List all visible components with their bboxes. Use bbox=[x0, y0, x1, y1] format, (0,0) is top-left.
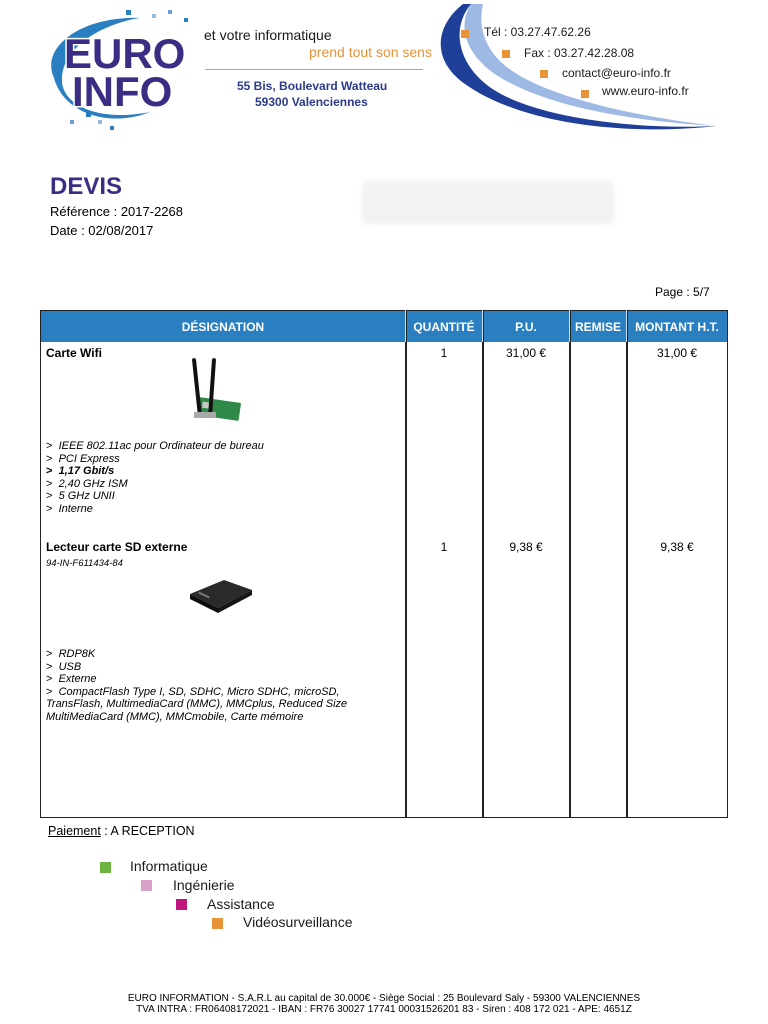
col-remise: REMISE bbox=[574, 320, 621, 334]
contact-website[interactable]: www.euro-info.fr bbox=[602, 84, 689, 98]
page-number: Page : 5/7 bbox=[655, 285, 710, 299]
wifi-card-icon bbox=[186, 356, 254, 426]
col-divider bbox=[482, 310, 484, 818]
row-unit-price: 31,00 € bbox=[505, 346, 547, 360]
feature-item: > CompactFlash Type I, SD, SDHC, Micro SDHC, microSD, bbox=[46, 685, 340, 698]
fax-bullet-icon bbox=[502, 50, 510, 58]
row-total: 9,38 € bbox=[660, 540, 694, 554]
col-designation: DÉSIGNATION bbox=[181, 320, 265, 334]
footer-legal-line-1: EURO INFORMATION - S.A.R.L au capital de 30.000€ - Siège Social : 25 Boulevard Saly - 59300 VALENCIENNES bbox=[127, 993, 641, 1004]
contact-email[interactable]: contact@euro-info.fr bbox=[562, 66, 671, 80]
feature-item: > Externe bbox=[46, 673, 97, 685]
address-line-1: 55 Bis, Boulevard Watteau bbox=[237, 79, 388, 93]
footer-legal-line-2: TVA INTRA : FR06408172021 - IBAN : FR76 30027 17741 00031526201 83 - Siren : 408 172 021 - APE: 4651Z bbox=[136, 1004, 632, 1015]
feature-item: TransFlash, MultimediaCard (MMC), MMCplus, Reduced Size bbox=[46, 698, 348, 710]
row-total: 31,00 € bbox=[656, 346, 698, 360]
logo-line2: INFO bbox=[72, 68, 173, 115]
tagline-rule bbox=[205, 69, 423, 70]
address-line-2: 59300 Valenciennes bbox=[255, 95, 368, 109]
document-date: Date : 02/08/2017 bbox=[50, 223, 154, 238]
col-divider bbox=[405, 310, 407, 818]
header-divider bbox=[569, 310, 570, 342]
category-ingenierie: Ingénierie bbox=[173, 877, 235, 893]
email-bullet-icon bbox=[540, 70, 548, 78]
quote-table bbox=[40, 310, 728, 818]
col-divider bbox=[569, 310, 571, 818]
product-reference: 94-IN-F611434-84 bbox=[46, 558, 123, 569]
row-quantity: 1 bbox=[440, 540, 448, 554]
category-ingenierie-icon bbox=[141, 880, 152, 891]
document-title: DEVIS bbox=[50, 173, 123, 200]
payment-value: : A RECEPTION bbox=[100, 824, 195, 838]
feature-item: > IEEE 802.11ac pour Ordinateur de bureau bbox=[46, 440, 264, 452]
row-unit-price: 9,38 € bbox=[509, 540, 543, 554]
col-divider bbox=[626, 310, 628, 818]
header-divider bbox=[626, 310, 627, 342]
product-features bbox=[46, 648, 347, 723]
payment-label: Paiement bbox=[48, 824, 101, 838]
payment-terms bbox=[48, 824, 195, 838]
product-features bbox=[46, 440, 264, 515]
row-quantity: 1 bbox=[440, 346, 448, 360]
col-montant: MONTANT H.T. bbox=[635, 320, 719, 334]
document-reference: Référence : 2017-2268 bbox=[50, 204, 183, 219]
col-pu: P.U. bbox=[515, 320, 537, 334]
card-reader-icon bbox=[184, 576, 256, 616]
feature-item: > RDP8K bbox=[46, 648, 96, 660]
header-divider bbox=[405, 310, 406, 342]
category-informatique-icon bbox=[100, 862, 111, 873]
euro-info-logo bbox=[40, 8, 200, 134]
feature-item: > 5 GHz UNII bbox=[46, 490, 115, 502]
product-name: Lecteur carte SD externe bbox=[46, 540, 188, 554]
feature-item: > Interne bbox=[46, 502, 93, 515]
tagline-2: prend tout son sens bbox=[309, 44, 432, 60]
category-assistance: Assistance bbox=[207, 896, 275, 912]
category-videosurveillance-icon bbox=[212, 918, 223, 929]
category-assistance-icon bbox=[176, 899, 187, 910]
header-divider bbox=[482, 310, 483, 342]
product-name: Carte Wifi bbox=[46, 346, 102, 360]
feature-item: > 1,17 Gbit/s bbox=[46, 465, 115, 477]
tagline-1: et votre informatique bbox=[204, 27, 332, 43]
feature-item: > PCI Express bbox=[46, 452, 120, 465]
website-bullet-icon bbox=[581, 90, 589, 98]
logo-line1: EURO bbox=[64, 30, 186, 77]
category-videosurveillance: Vidéosurveillance bbox=[243, 914, 353, 930]
feature-item: MultiMediaCard (MMC), MMCmobile, Carte mémoire bbox=[46, 710, 304, 723]
phone-bullet-icon bbox=[461, 30, 469, 38]
feature-item: > USB bbox=[46, 660, 82, 673]
redacted-recipient bbox=[362, 181, 614, 225]
contact-phone: Tél : 03.27.47.62.26 bbox=[484, 25, 591, 39]
feature-item: > 2,40 GHz ISM bbox=[46, 477, 128, 490]
col-quantite: QUANTITÉ bbox=[413, 320, 475, 334]
category-informatique: Informatique bbox=[130, 858, 208, 874]
contact-fax: Fax : 03.27.42.28.08 bbox=[524, 46, 635, 60]
